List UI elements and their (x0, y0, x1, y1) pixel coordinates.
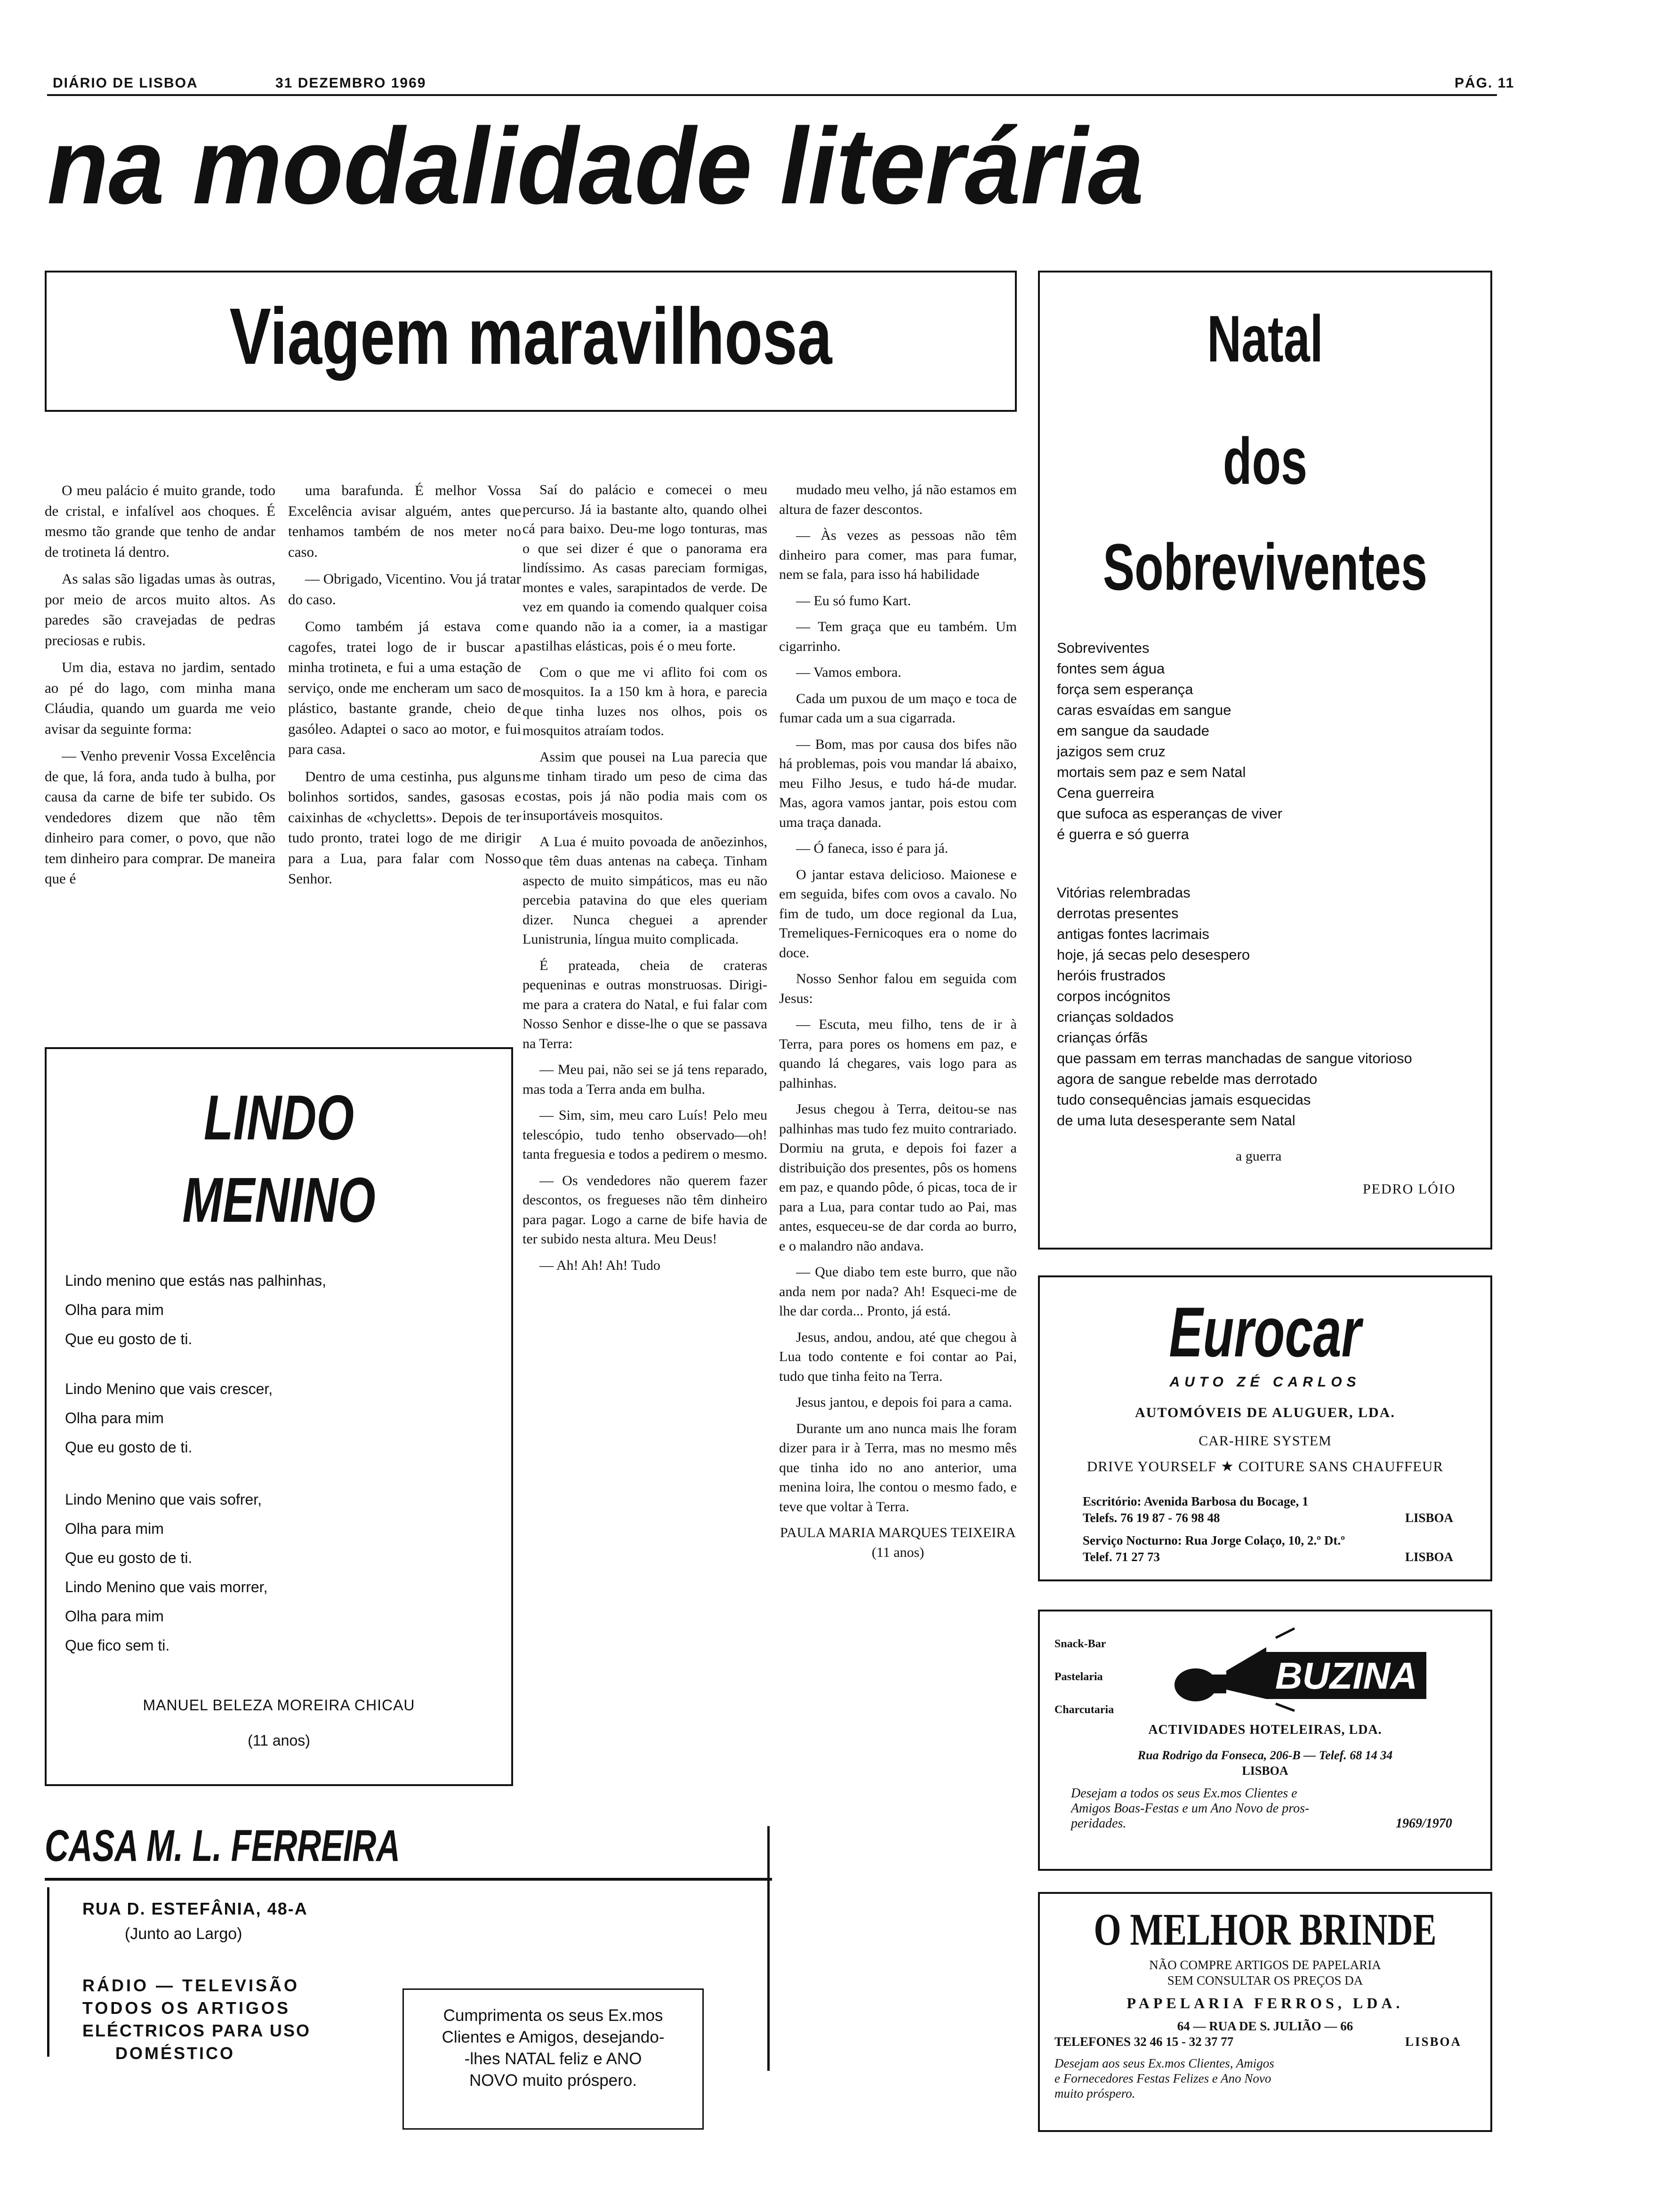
poem-stanza-3 (65, 1485, 498, 1660)
poem-line: tudo consequências jamais esquecidas (1057, 1091, 1311, 1108)
ad-ferros-phones: TELEFONES 32 46 15 - 32 37 77 (1054, 2035, 1234, 2049)
story-paragraph: O meu palácio é muito grande, todo de cristal, e infalível aos choques. É mesmo tão grande que tenho de andar de trotineta lá dentro. (45, 482, 275, 560)
poem-line: antigas fontes lacrimais (1057, 926, 1209, 942)
poem-line: que sufoca as esperanças de viver (1057, 805, 1283, 822)
poem-author: PEDRO LÓIO (1363, 1181, 1456, 1197)
ad-ferreira-near: (Junto ao Largo) (125, 1925, 242, 1943)
ad-ferreira-side-rule (767, 1826, 770, 2071)
ad-ferros-address: 64 — RUA DE S. JULIÃO — 66 (1177, 2019, 1353, 2033)
poem-stanza-2 (1057, 882, 1480, 1131)
poem-line: Olha para mim (65, 1608, 164, 1625)
ad-eurocar-office-tel: Telefs. 76 19 87 - 76 98 48 (1083, 1511, 1220, 1525)
story-paragraph: Como também já estava com cagofes, tratei logo de ir buscar a minha trotineta, e fui a uma estação de serviço, onde me encheram um saco de plástico, bastante grande, cheio de gasóleo. Adaptei o saco ao motor, e fui para casa. (288, 618, 521, 757)
ad-eurocar-night: Serviço Nocturno: Rua Jorge Colaço, 10, 2.º Dt.º (1083, 1533, 1345, 1547)
poem-line: caras esvaídas em sangue (1057, 702, 1231, 718)
ad-eurocar-office: Escritório: Avenida Barbosa du Bocage, 1 (1083, 1494, 1309, 1508)
poem-line: mortais sem paz e sem Natal (1057, 764, 1246, 780)
ad-ferros-title: O MELHOR BRINDE (1094, 1904, 1437, 1955)
poem-line: agora de sangue rebelde mas derrotado (1057, 1071, 1318, 1087)
poem-line: hoje, já secas pelo desespero (1057, 946, 1250, 963)
paper-name: DIÁRIO DE LISBOA (53, 75, 198, 91)
story-paragraph: — Que diabo tem este burro, que não anda nem por nada? Ah! Esqueci-me de lhe dar corda... Pronto, já está. (779, 1264, 1017, 1319)
story-paragraph: — Tem graça que eu também. Um cigarrinho. (779, 619, 1017, 654)
story-paragraph: — Eu só fumo Kart. (796, 593, 911, 609)
story-paragraph: Cada um puxou de um maço e toca de fumar cada um a sua cigarrada. (779, 690, 1017, 726)
page-number: PÁG. 11 (1455, 75, 1515, 91)
ad-eurocar-office-city: LISBOA (1405, 1511, 1454, 1525)
poem-author: MANUEL BELEZA MOREIRA CHICAU (143, 1697, 415, 1714)
story-author-age: (11 anos) (871, 1544, 925, 1560)
story-title: Viagem maravilhosa (229, 292, 832, 381)
poem-line: Olha para mim (65, 1301, 164, 1318)
greeting-line: NOVO muito próspero. (469, 2071, 637, 2090)
story-paragraph: O jantar estava delicioso. Maionese e em seguida, bifes com ovos a cavalo. No fim de tudo, um doce regional da Lua, Tremeliques-Fernicoques era o nome do doce. (779, 866, 1017, 961)
story-paragraph: — Sim, sim, meu caro Luís! Pelo meu telescópio, tudo tenho observado—oh! tanta freguesia e todos a pedirem o mesmo. (523, 1107, 767, 1162)
story-column-1 (45, 480, 275, 896)
poem-line: força sem esperança (1057, 681, 1193, 697)
poem-line: que passam em terras manchadas de sangue vitorioso (1057, 1050, 1412, 1066)
greeting-line: Cumprimenta os seus Ex.mos (443, 2006, 663, 2025)
ad-ferreira-rule (45, 1878, 772, 1881)
ad-ferreira-line-3: ELÉCTRICOS PARA USO (82, 2021, 311, 2040)
story-paragraph: — Venho prevenir Vossa Excelência de que, lá fora, anda tudo à bulha, por causa da carne de bife ter subido. Os vendedores dizem que não têm dinheiro para comer, o povo, que não tem dinheiro para comprar. De maneira que é (45, 747, 275, 887)
horn-bell (1226, 1647, 1266, 1699)
poem-line: Vitórias relembradas (1057, 884, 1190, 901)
poem-line: crianças soldados (1057, 1009, 1174, 1025)
story-paragraph: Assim que pousei na Lua parecia que me tinham tirado um peso de cima das costas, pois já não podia mais com os insuportáveis mosquitos. (523, 749, 767, 823)
story-paragraph: uma barafunda. É melhor Vossa Excelência avisar alguém, antes que tenhamos também de nos meter no caso. (288, 482, 521, 560)
story-paragraph: A Lua é muito povoada de anõezinhos, que têm duas antenas na cabeça. Tinham aspecto de muito simpáticos, mas eu não percebia patavina do que eles queriam dizer. Nunca cheguei a aprender Lunistrunia, língua muito complicada. (523, 834, 767, 947)
poem-title-line-1: Natal (1207, 302, 1323, 376)
story-column-2 (288, 480, 521, 896)
story-paragraph: Saí do palácio e comecei o meu percurso. Já ia bastante alto, quando olhei cá para baixo. Deu-me logo tonturas, mas o que sei dizer é que o panorama era lindíssimo. As casas pareciam formigas, montes e vales, sarapintados de verde. De vez em quando ia comendo qualquer coisa e quando não ia a comer, ia a mastigar pastilhas elásticas, pois é o meu forte. (523, 482, 767, 654)
ad-ferreira-line-1: RÁDIO — TELEVISÃO (82, 1976, 300, 1995)
ad-buzina-address: Rua Rodrigo da Fonseca, 206-B — Telef. 68 14 34 (1137, 1748, 1393, 1762)
buzina-logo: BUZINA (1275, 1655, 1418, 1697)
poem-title-line-1: LINDO (203, 1082, 354, 1153)
ad-ferreira-line-4: DOMÉSTICO (115, 2044, 235, 2063)
story-paragraph: — Ó faneca, isso é para já. (796, 841, 949, 856)
poem-line: Lindo menino que estás nas palhinhas, (65, 1272, 327, 1289)
story-paragraph: — Obrigado, Vicentino. Vou já tratar do caso. (288, 570, 521, 608)
story-column-4 (779, 480, 1017, 1562)
ad-ferreira-left-rule (47, 1887, 49, 2057)
poem-stanza-2 (65, 1374, 498, 1462)
ad-buzina-item-1: Snack-Bar (1054, 1638, 1106, 1650)
story-paragraph: Jesus chegou à Terra, deitou-se nas palhinhas mas tudo fez muito contrariado. Dormiu na gruta, e depois foi fazer a distribuição dos presentes, pôs os homens em paz, e quando pôde, ó picas, toca de ir para a Lua, para contar tudo ao Pai, mas antes, esqueceu-se de dar corda ao burro, e o malandro não andava. (779, 1101, 1017, 1254)
horn-sound-line (1276, 1628, 1295, 1638)
poem-author-age: (11 anos) (248, 1732, 310, 1749)
poem-line: Que eu gosto de ti. (65, 1549, 193, 1566)
poem-title-line-2: MENINO (182, 1164, 376, 1235)
ad-buzina-company: ACTIVIDADES HOTELEIRAS, LDA. (1148, 1723, 1382, 1737)
story-column-3 (523, 480, 767, 1282)
story-paragraph: Um dia, estava no jardim, sentado ao pé do lago, com minha mana Cláudia, quando um guarda me veio avisar da seguinte forma: (45, 659, 275, 737)
ad-eurocar-name: Eurocar (1169, 1292, 1361, 1371)
issue-date: 31 DEZEMBRO 1969 (275, 75, 426, 91)
poem-title-line-2: dos (1223, 424, 1308, 498)
story-paragraph: É prateada, cheia de crateras pequeninas e outras monstruosas. Dirigi-me para a cratera do Natal, e fui falar com Nosso Senhor e disse-lhe o que se passava na Terra: (523, 957, 767, 1051)
greeting-line: Desejam a todos os seus Ex.mos Clientes e (1071, 1786, 1297, 1801)
poem-title-line-3: Sobreviventes (1102, 530, 1428, 604)
ad-buzina-years: 1969/1970 (1396, 1816, 1452, 1831)
story-paragraph: Nosso Senhor falou em seguida com Jesus: (779, 971, 1017, 1006)
ad-ferreira-address: RUA D. ESTEFÂNIA, 48-A (82, 1899, 308, 1918)
poem-line: jazigos sem cruz (1057, 743, 1166, 760)
greeting-line: peridades. (1071, 1816, 1126, 1831)
ad-ferros-line-2: SEM CONSULTAR OS PREÇOS DA (1167, 1973, 1363, 1988)
story-paragraph: Com o que me vi aflito foi com os mosquitos. Ia a 150 km à hora, e parecia que tinha luzes nos olhos, pois os mosquitos atraíam todos. (523, 664, 767, 738)
story-paragraph: — Escuta, meu filho, tens de ir à Terra, para pores os homens em paz, e quando lá chegares, vais logo para as palhinhas. (779, 1017, 1017, 1091)
ad-eurocar-line-2: CAR-HIRE SYSTEM (1199, 1433, 1332, 1449)
story-paragraph: Jesus, andou, andou, até que chegou à Lua todo contente e foi contar ao Pai, tudo que tinha feito na Terra. (779, 1329, 1017, 1384)
story-author: PAULA MARIA MARQUES TEIXEIRA (780, 1525, 1016, 1540)
story-paragraph: — Às vezes as pessoas não têm dinheiro para comer, mas para fumar, nem se fala, para isso há habilidade (779, 528, 1017, 582)
poem-line: Lindo Menino que vais sofrer, (65, 1491, 262, 1508)
greeting-line: -lhes NATAL feliz e ANO (464, 2050, 642, 2068)
poem-line: heróis frustrados (1057, 967, 1166, 984)
ad-ferreira-line-2: TODOS OS ARTIGOS (82, 1998, 291, 2018)
greeting-line: Desejam aos seus Ex.mos Clientes, Amigos (1054, 2056, 1274, 2070)
poem-line: Que eu gosto de ti. (65, 1439, 193, 1456)
horn-sound-line (1276, 1704, 1295, 1711)
ad-eurocar-line-3: DRIVE YOURSELF ★ COITURE SANS CHAUFFEUR (1086, 1458, 1444, 1475)
poem-line: Que fico sem ti. (65, 1637, 170, 1654)
ad-buzina-item-2: Pastelaria (1054, 1671, 1103, 1683)
ad-eurocar-line-1: AUTOMÓVEIS DE ALUGUER, LDA. (1135, 1405, 1395, 1420)
ad-eurocar-night-city: LISBOA (1405, 1550, 1454, 1564)
story-paragraph: — Bom, mas por causa dos bifes não há problemas, pois vou mandar lá abaixo, meu Filho Jesus, e tudo há-de mudar. Mas, agora vamos jantar, pois estou com uma traça danada. (779, 736, 1017, 830)
poem-line: Lindo Menino que vais morrer, (65, 1579, 268, 1595)
poem-line: corpos incógnitos (1057, 988, 1171, 1004)
ad-ferreira-name: CASA M. L. FERREIRA (45, 1821, 401, 1871)
story-paragraph: — Os vendedores não querem fazer descontos, os fregueses não têm dinheiro para pagar. Logo a carne de bife havia de ter subido nesta altura. Meu Deus! (523, 1172, 767, 1247)
greeting-line: Clientes e Amigos, desejando- (442, 2028, 665, 2046)
horn-icon (1158, 1619, 1464, 1713)
poem-stanza-1 (1057, 638, 1480, 845)
poem-closing: a guerra (1236, 1148, 1282, 1164)
ad-ferros-line-1: NÃO COMPRE ARTIGOS DE PAPELARIA (1149, 1958, 1381, 1972)
story-paragraph: Durante um ano nunca mais lhe foram dizer para ir à Terra, mas no mesmo mês que tinha ido no ano anterior, uma menina loira, lhe contou o mesmo fado, e teve que voltar à Terra. (779, 1420, 1017, 1515)
poem-line: crianças órfãs (1057, 1029, 1148, 1046)
story-paragraph: — Vamos embora. (796, 665, 901, 680)
poem-line: Lindo Menino que vais crescer, (65, 1380, 273, 1397)
greeting-line: muito próspero. (1054, 2086, 1135, 2100)
poem-line: Sobreviventes (1057, 640, 1150, 656)
poem-line: em sangue da saudade (1057, 722, 1210, 739)
poem-line: Que eu gosto de ti. (65, 1330, 193, 1347)
ad-ferros-greeting (1054, 2056, 1274, 2101)
header-rule (47, 94, 1497, 96)
story-paragraph: As salas são ligadas umas às outras, por meio de arcos muito altos. As paredes são cravejadas de pedras preciosas e rubis. (45, 570, 275, 649)
ad-ferros-city: LISBOA (1405, 2035, 1462, 2049)
poem-stanza-1 (65, 1266, 498, 1354)
greeting-line: e Fornecedores Festas Felizes e Ano Novo (1054, 2071, 1271, 2085)
horn-bulb (1174, 1668, 1217, 1701)
poem-line: de uma luta desesperante sem Natal (1057, 1112, 1295, 1129)
story-paragraph: — Ah! Ah! Ah! Tudo (539, 1257, 660, 1273)
ad-eurocar-night-tel: Telef. 71 27 73 (1083, 1550, 1160, 1564)
story-paragraph: Dentro de uma cestinha, pus alguns bolinhos sortidos, sandes, gasosas e caixinhas de «chycletts». Depois de ter tudo pronto, tratei logo de me dirigir para a Lua, para falar com Nosso Senhor. (288, 768, 521, 887)
ad-buzina-item-3: Charcutaria (1054, 1704, 1114, 1716)
poem-line: Olha para mim (65, 1410, 164, 1427)
poem-line: Olha para mim (65, 1520, 164, 1537)
ad-ferros-company: PAPELARIA FERROS, LDA. (1126, 1995, 1404, 2012)
ad-ferreira-greeting (402, 2005, 704, 2092)
ad-buzina-city: LISBOA (1242, 1764, 1288, 1778)
story-paragraph: — Meu pai, não sei se já tens reparado, mas toda a Terra anda em bulha. (523, 1062, 767, 1097)
story-paragraph: mudado meu velho, já não estamos em altura de fazer descontos. (779, 482, 1017, 517)
poem-line: é guerra e só guerra (1057, 826, 1189, 842)
story-paragraph: Jesus jantou, e depois foi para a cama. (796, 1395, 1013, 1410)
ad-eurocar-sub: AUTO ZÉ CARLOS (1169, 1374, 1361, 1390)
section-title: na modalidade literária (47, 105, 1144, 226)
ad-buzina-greeting (1071, 1786, 1309, 1831)
poem-line: fontes sem água (1057, 660, 1165, 677)
poem-line: Cena guerreira (1057, 785, 1154, 801)
greeting-line: Amigos Boas-Festas e um Ano Novo de pros- (1071, 1801, 1310, 1816)
horn-neck (1212, 1675, 1226, 1693)
poem-line: derrotas presentes (1057, 905, 1179, 922)
